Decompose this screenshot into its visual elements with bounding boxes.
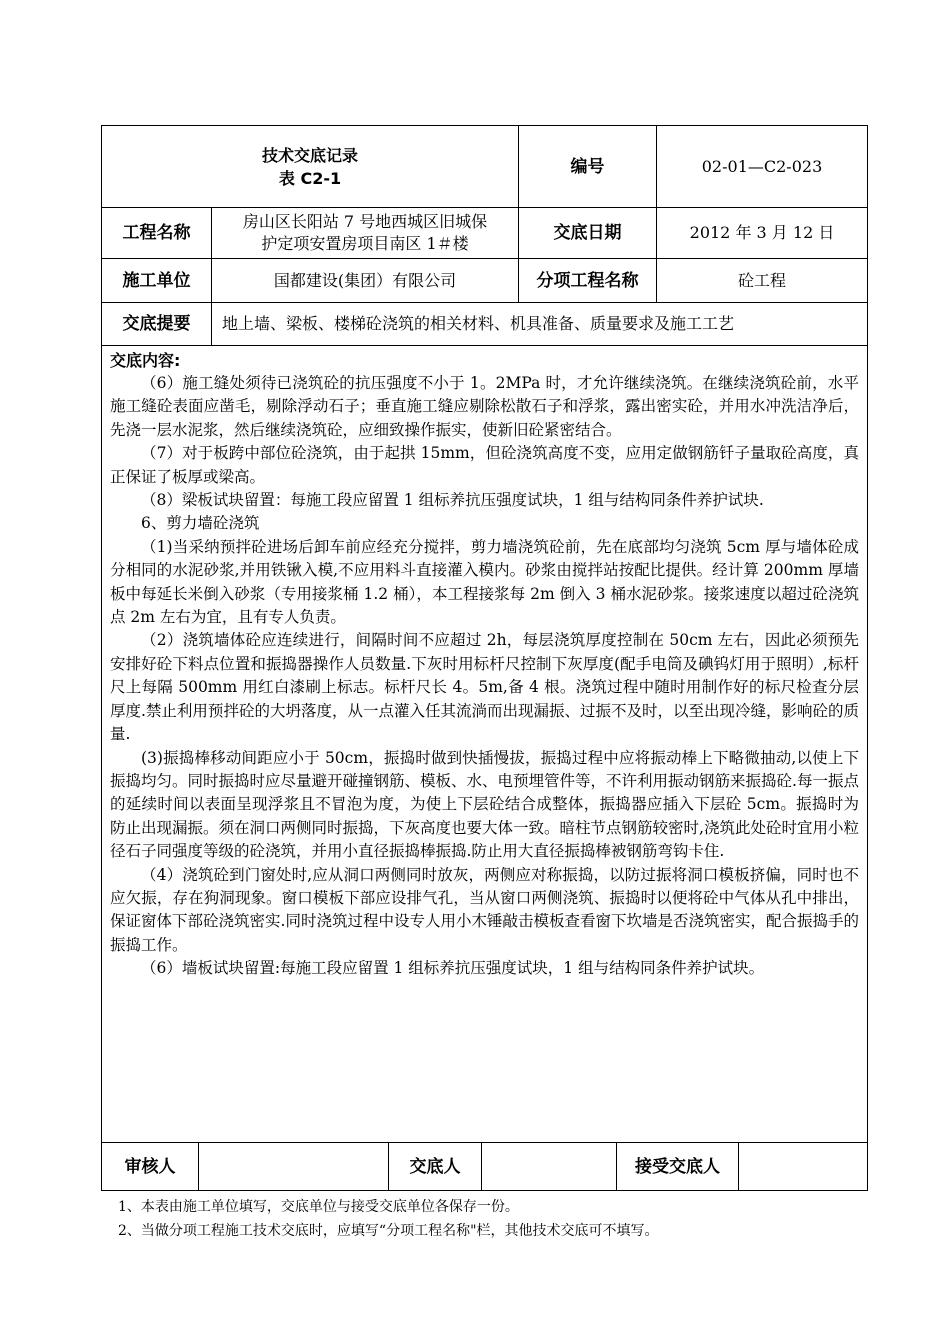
project-name-line2: 护定项安置房项目南区 1＃楼	[261, 234, 469, 253]
sub-project-value: 砼工程	[737, 270, 786, 290]
content-paragraph: (3)振捣棒移动间距应小于 50cm，振捣时做到快插慢拔，振捣过程中应将振动棒上下略微抽动,以使上下振捣均匀。同时振捣时应尽量避开碰撞钢筋、模板、水、电预埋管件等，不许利用振动钢筋来振捣砼.每一振点的延续时间以表面呈现浮浆且不冒泡为度，为使上下层砼结合成整体，振捣器应插入下层砼 5cm。振捣时为防止出现漏振。须在洞口两侧同时振捣，下灰高度也要大体一致。暗柱节点钢筋较密时,浇筑此处砼时宜用小粒径石子同强度等级的砼浇筑，并用小直径振捣棒振捣.防止用大直径振捣棒被钢筋弯钩卡住.	[110, 748, 859, 861]
discloser-signature-field[interactable]	[482, 1143, 617, 1190]
content-paragraph: （6）施工缝处须待已浇筑砼的抗压强度不小于 1。2MPa 时，才允许继续浇筑。在继续浇筑砼前，水平施工缝砼表面应凿毛，剔除浮动石子；垂直施工缝应剔除松散石子和浮浆，露出密实砼，并用水冲洗洁净后，先浇一层水泥浆，然后继续浇筑砼，应细致操作振实，使新旧砼紧密结合。	[110, 374, 859, 439]
reviewer-signature-field[interactable]	[199, 1143, 389, 1190]
content-paragraph: （1)当采纳预拌砼进场后卸车前应经充分搅拌，剪力墙浇筑砼前，先在底部均匀浇筑 5cm 厚与墙体砼成分相同的水泥砂浆,并用铁锹入模,不应用料斗直接灌入模内。砂浆由搅拌站按配比提供。经计算 200mm 厚墙板中每延长米倒入砂浆（专用接浆桶 1.2 桶），本工程接浆每 2m 倒入 3 桶水泥砂浆。接浆速度以超过砼浇筑点 2m 左右为宜，且有专人负责。	[110, 537, 859, 627]
project-name-line1: 房山区长阳站 7 号地西城区旧城保	[242, 212, 488, 231]
project-name-value	[212, 208, 519, 258]
content-paragraph: （2）浇筑墙体砼应连续进行，间隔时间不应超过 2h，每层浇筑厚度控制在 50cm 左右，因此必须预先安排好砼下料点位置和振捣器操作人员数量.下灰时用标杆尺控制下灰厚度(配手电筒及碘钨灯用于照明）,标杆尺上每隔 500mm 用红白漆刷上标志。标杆尺长 4。5m,备 4 根。浇筑过程中随时用制作好的标尺检查分层厚度.禁止利用预拌砼的大坍落度，从一点灌入任其流淌而出现漏振、过振不及时，以至出现冷缝，影响砼的质量.	[110, 631, 859, 744]
sub-project-label: 分项工程名称	[519, 259, 657, 302]
project-row	[102, 208, 867, 259]
content-heading: 交底内容:	[110, 351, 181, 370]
content-paragraph: （8）梁板试块留置：每施工段应留置 1 组标养抗压强度试块，1 组与结构同条件养护试块.	[141, 491, 764, 510]
content-paragraph: （6）墙板试块留置:每施工段应留置 1 组标养抗压强度试块，1 组与结构同条件养护试块。	[141, 959, 765, 978]
project-name-label: 工程名称	[102, 208, 212, 258]
technical-disclosure-form	[101, 125, 868, 1191]
footnotes	[118, 1195, 659, 1243]
form-title-line2: 表 C2-1	[278, 168, 342, 188]
discloser-label: 交底人	[389, 1143, 482, 1190]
disclosure-date-label: 交底日期	[519, 208, 657, 258]
reviewer-label: 审核人	[102, 1143, 199, 1190]
construction-unit-label: 施工单位	[102, 259, 212, 302]
footnote-2: 2、当做分项工程施工技术交底时，应填写“分项工程名称"栏，其他技术交底可不填写。	[118, 1223, 659, 1239]
unit-row	[102, 259, 867, 303]
footnote-1: 1、本表由施工单位填写，交底单位与接受交底单位各保存一份。	[118, 1199, 519, 1215]
receiver-label: 接受交底人	[617, 1143, 739, 1190]
number-value: 02-01—C2-023	[701, 156, 823, 176]
disclosure-date-value: 2012 年 3 月 12 日	[689, 223, 835, 242]
header-row	[102, 126, 867, 208]
form-title	[102, 126, 519, 207]
receiver-signature-field[interactable]	[739, 1143, 867, 1190]
content-paragraph: （7）对于板跨中部位砼浇筑，由于起拱 15mm，但砼浇筑高度不变，应用定做钢筋钎子量取砼高度，真正保证了板厚或梁高。	[110, 444, 859, 486]
form-title-line1: 技术交底记录	[261, 145, 358, 165]
summary-value: 地上墙、梁板、楼梯砼浇筑的相关材料、机具准备、质量要求及施工工艺	[222, 314, 735, 333]
disclosure-content	[102, 346, 867, 1143]
construction-unit-value: 国都建设(集团）有限公司	[212, 259, 519, 302]
summary-label: 交底提要	[102, 303, 212, 345]
signature-row	[102, 1143, 867, 1190]
number-label: 编号	[519, 126, 657, 207]
content-paragraph: （4）浇筑砼到门窗处时,应从洞口两侧同时放灰，两侧应对称振捣，以防过振将洞口模板挤偏，同时也不应欠振，存在狗洞现象。窗口模板下部应设排气孔，当从窗口两侧浇筑、振捣时以便将砼中气体从孔中排出，保证窗体下部砼浇筑密实.同时浇筑过程中设专人用小木锤敲击模板查看窗下坎墙是否浇筑密实，配合振捣手的振捣工作。	[110, 865, 859, 954]
content-section-heading: 6、剪力墙砼浇筑	[141, 514, 260, 533]
summary-row	[102, 303, 867, 346]
